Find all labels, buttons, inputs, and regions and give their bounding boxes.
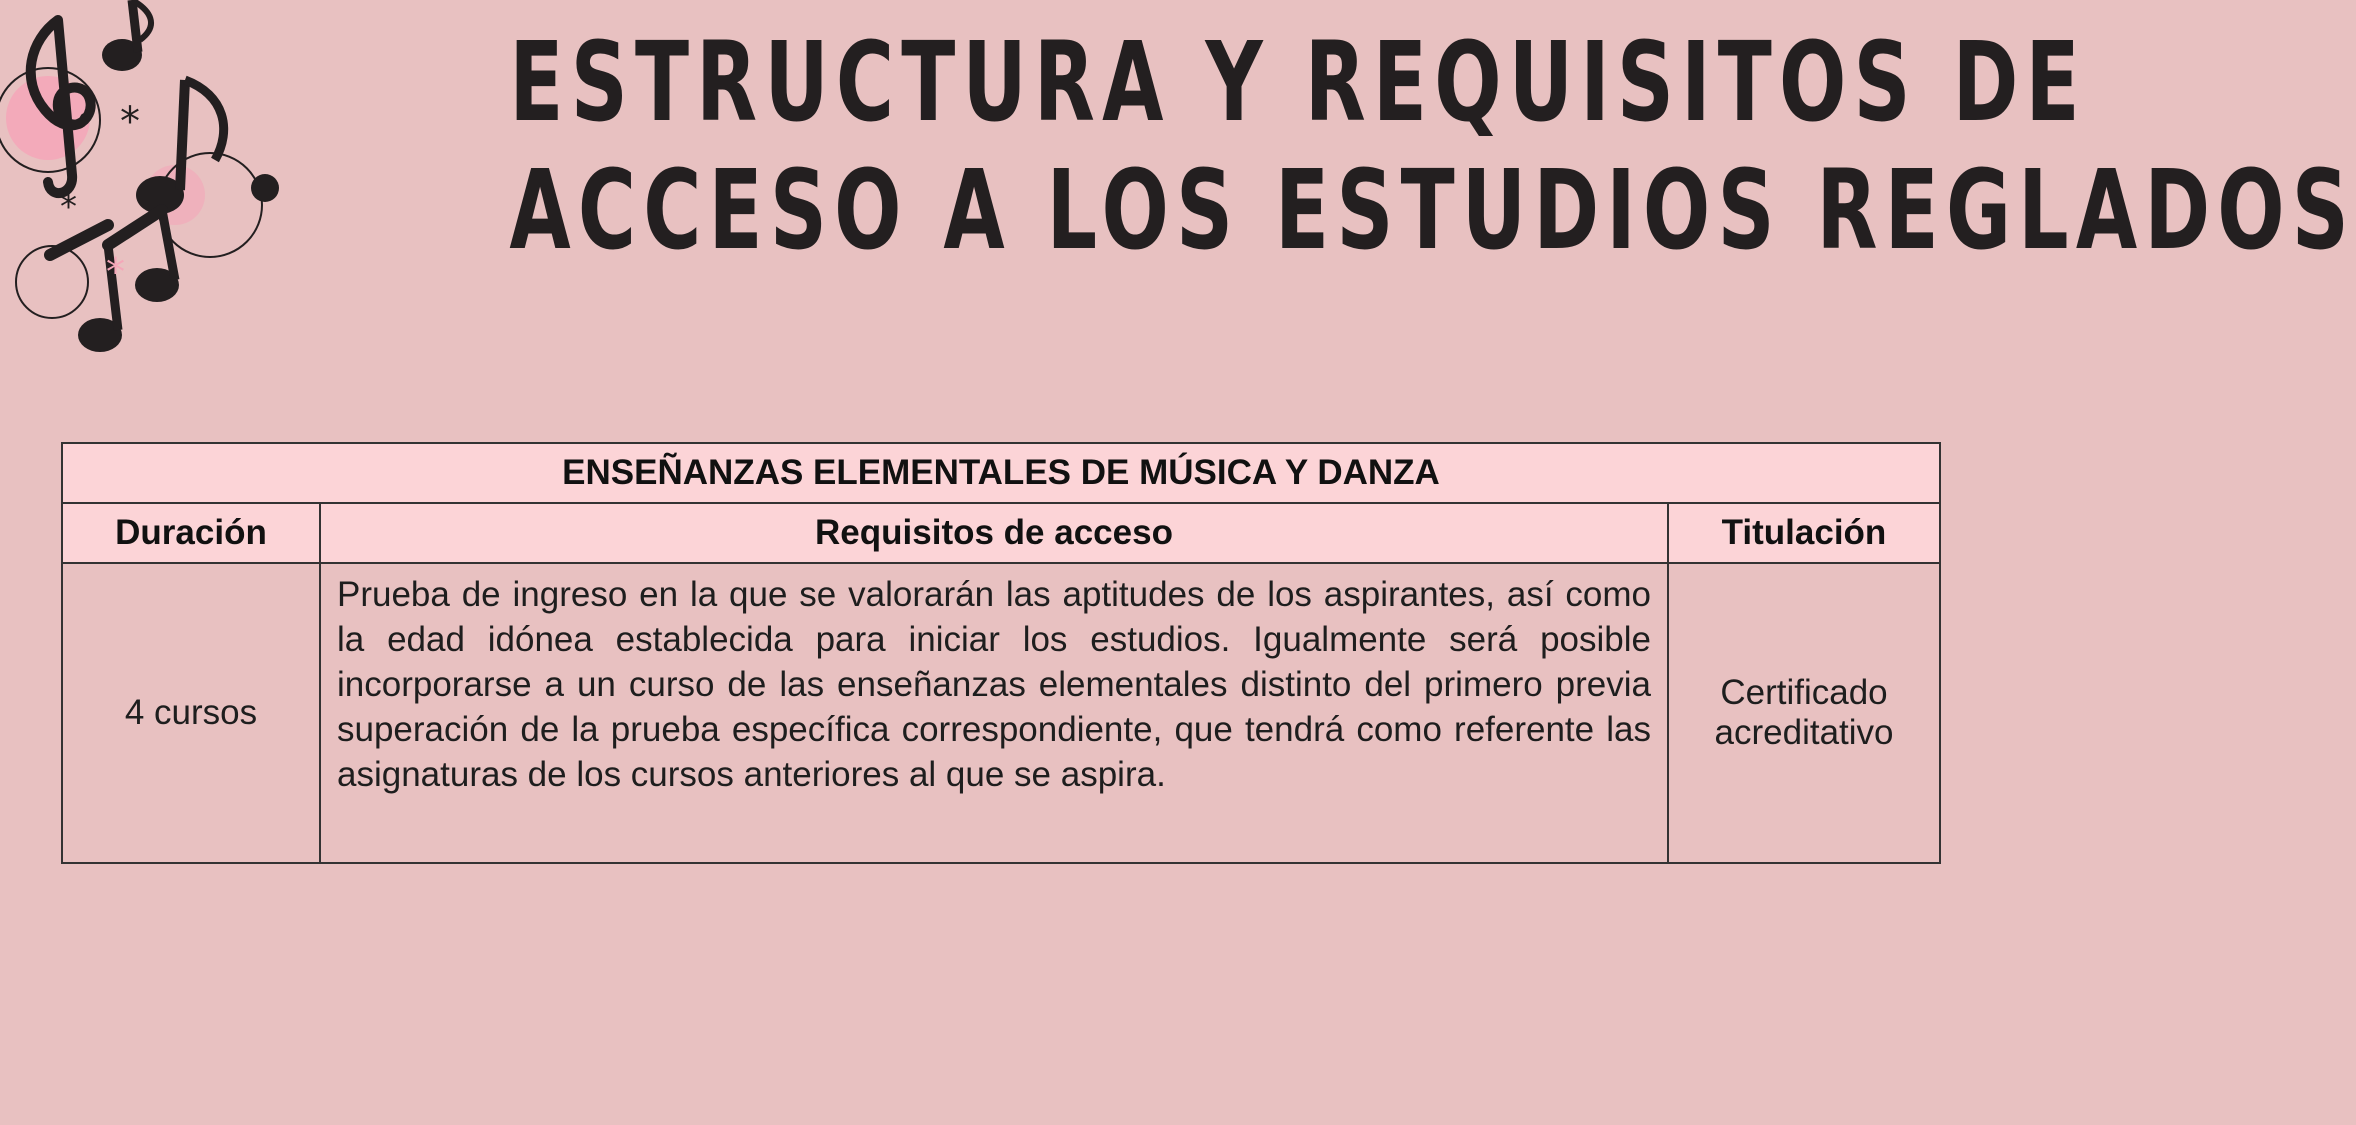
cell-titulacion [1668, 563, 1940, 863]
table-heading: ENSEÑANZAS ELEMENTALES DE MÚSICA Y DANZA [62, 443, 1940, 503]
table-row [62, 563, 1940, 863]
svg-text:*: * [120, 99, 140, 145]
requirements-table [61, 442, 1939, 864]
column-header-requisitos: Requisitos de acceso [320, 503, 1668, 563]
titulacion-line-2: acreditativo [1714, 713, 1894, 752]
titulacion-line-1: Certificado [1720, 673, 1888, 712]
column-header-titulacion: Titulación [1668, 503, 1940, 563]
svg-text:*: * [60, 187, 77, 227]
page-title [509, 18, 2356, 274]
column-header-duracion: Duración [62, 503, 320, 563]
svg-text:*: * [106, 250, 125, 294]
title-line-1: ESTRUCTURA Y REQUISITOS DE [509, 18, 2087, 146]
music-notes-icon [0, 0, 280, 360]
cell-requisitos: Prueba de ingreso en la que se valorarán las aptitudes de los aspirantes, así como la edad idónea establecida para iniciar los estudios. Igualmente será posible incorporarse a un curso de las enseñanzas elementales distinto del primero previa superación de la prueba específica correspondiente, que tendrá como referente las asignaturas de los cursos anteriores al que se aspira. [320, 563, 1668, 863]
title-line-2: ACCESO A LOS ESTUDIOS REGLADOS [509, 146, 2356, 274]
cell-duracion: 4 cursos [62, 563, 320, 863]
